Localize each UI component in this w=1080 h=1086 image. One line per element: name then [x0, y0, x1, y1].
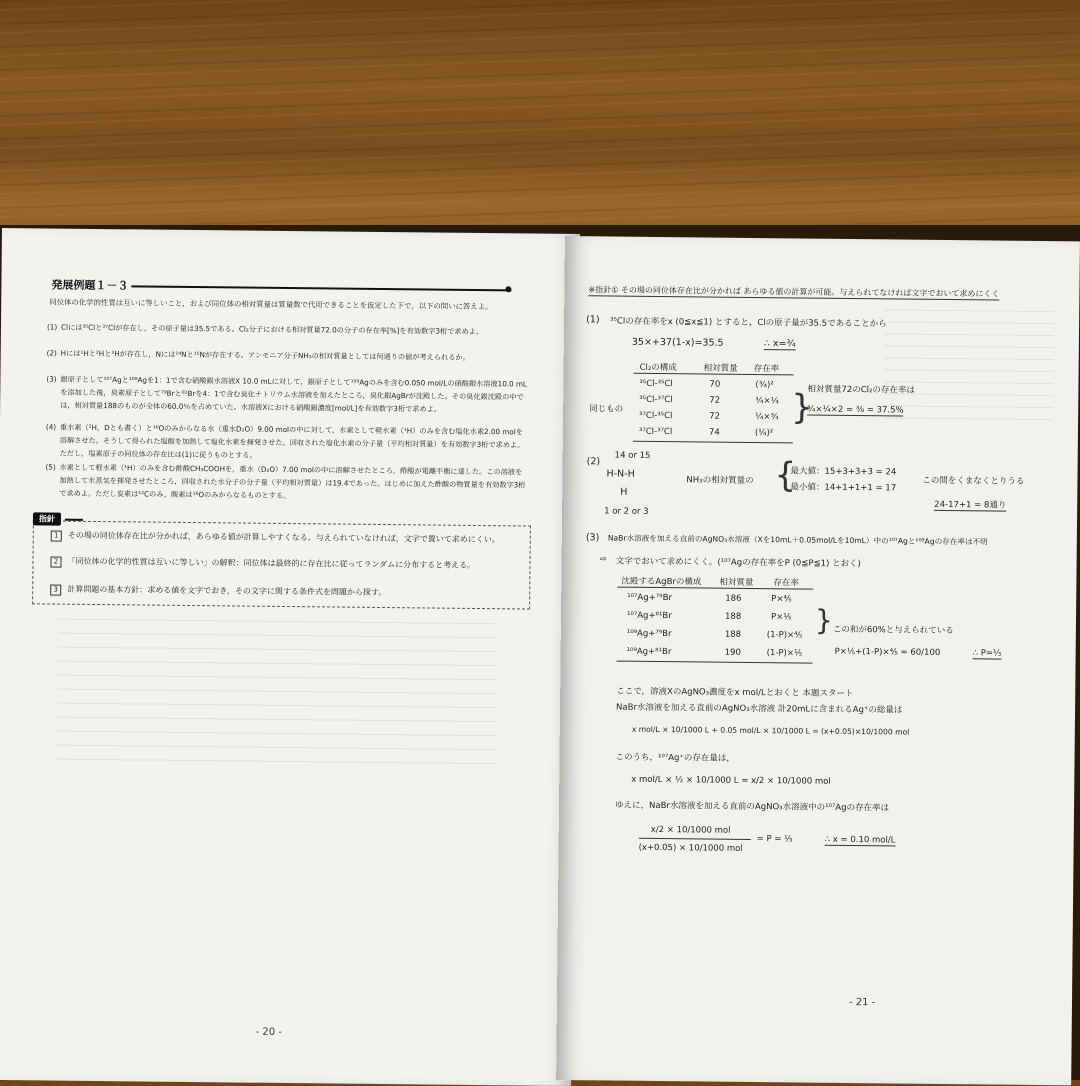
- table-cell: ³⁵Cl-³⁷Cl: [639, 394, 673, 406]
- question-text: Hには¹Hと²Hと³Hが存在し，Nには¹⁴Nと¹⁵Nが存在する。アンモニア分子NH₃の相対質量としては何通りの値が考えられるか。: [60, 348, 470, 362]
- part-3-final-answer: ∴ x = 0.10 mol/L: [824, 834, 896, 846]
- table-cell: ¾×¼: [755, 396, 779, 407]
- part-1-answer: ∴ x=¾: [763, 338, 796, 350]
- page-number: - 20 -: [255, 1026, 282, 1038]
- table-cell: 70: [709, 379, 721, 390]
- table-header: 存在率: [773, 578, 799, 589]
- part-3-note: この和が60%と与えられている: [832, 624, 954, 637]
- table-cell: (¼)²: [754, 428, 774, 439]
- brace-icon: {: [774, 455, 797, 496]
- question-1: [47, 320, 529, 338]
- hint-number: 3: [50, 585, 61, 596]
- wood-grain: [0, 0, 1080, 240]
- arrow-icon: ⇨: [599, 554, 607, 565]
- table-rule: [633, 441, 793, 444]
- bleed-through-texture: [56, 619, 498, 774]
- fraction-denominator: (x+0.05) × 10/1000 mol: [638, 842, 743, 854]
- handwritten-header: ※指針① その場の同位体存在比が分かれば あらゆる値の計算が可能。与えられてなければ文字でおいて求めにくく: [588, 285, 1000, 299]
- part-3-line: NaBr水溶液を加える直前のAgNO₃水溶液 計20mLに含まれるAg⁺の総量は: [616, 702, 903, 716]
- table-cell: ¹⁰⁹Ag+⁷⁹Br: [626, 628, 672, 640]
- table-cell: ³⁵Cl-³⁵Cl: [639, 378, 673, 390]
- table-cell: (1-P)×⅘: [766, 630, 803, 641]
- part-1-line: ³⁵Clの存在率をx (0≦x≦1) とすると，Clの原子量が35.5であることから: [610, 316, 887, 330]
- question-2: [47, 346, 529, 364]
- right-page: [556, 236, 1080, 1085]
- hint-number: 1: [51, 531, 62, 542]
- table-header: 相対質量: [719, 577, 754, 588]
- part-2-text: NH₃の相対質量の: [686, 475, 754, 486]
- problem-intro: 同位体の化学的性質は互いに等しいこと，および同位体の相対質量は質量数で代用できることを仮定した下で，以下の問いに答えよ。: [49, 297, 493, 312]
- table-cell: ¹⁰⁷Ag+⁸¹Br: [626, 610, 672, 622]
- table-cell: 188: [724, 629, 742, 640]
- question-number: (4): [45, 422, 57, 432]
- table-cell: ³⁷Cl-³⁵Cl: [639, 410, 673, 422]
- table-cell: 186: [725, 593, 742, 604]
- table-cell: ¼×¾: [755, 412, 779, 423]
- question-text: 重水素（²H，Dとも書く）と¹⁶Oのみからなる水（重水D₂O）9.00 molの中に対して，水素として軽水素（¹H）のみを含む塩化水素2.00 molを溶解させた。そうして得られた塩酸を加熱して塩化水素を揮発させた。回収された塩化水素の分子量（平均相対質量）を有効数字3桁で求めよ。ただし，塩素原子の同位体の存在比は(1)に従うものとする。: [59, 422, 525, 461]
- question-text: 銀原子として¹⁰⁷Agと¹⁰⁹Agを1：1で含む硝酸銀水溶液X 10.0 mLに対して，銀原子として¹⁰⁹Agのみを含む0.050 mol/Lの硝酸銀水溶液10.0 mLを添加した後，臭素原子として⁷⁹Brと⁸¹Brを4：1で含む臭化ナトリウム水溶液を加えたところ，臭化銀AgBrが沈殿した。その臭化銀沈殿の中では，相対質量188のものが全体の60.0％を占めていた。水溶液Xにおける硝酸銀濃度[mol/L]を有効数字3桁で求めよ。: [60, 374, 527, 415]
- table-cell: (¾)²: [755, 380, 774, 391]
- hint-label: 指針: [33, 512, 61, 525]
- title-rule-dot: [505, 286, 511, 292]
- part-3-equation: P×⅕+(1-P)×⅘ = 60/100: [834, 646, 941, 658]
- question-5: [45, 460, 527, 505]
- part-3-label: (3): [585, 532, 600, 544]
- table-header: 相対質量: [703, 363, 738, 374]
- hint-number: 2: [50, 557, 61, 568]
- part-3-line: ゆえに，NaBr水溶液を加える直前のAgNO₃水溶液中の¹⁰⁷Agの存在率は: [614, 800, 890, 814]
- table-header: 沈殿するAgBrの構成: [621, 576, 702, 588]
- hint-arrow-icon: [65, 519, 83, 521]
- part-2-note: この間をくまなくとりうる: [922, 475, 1025, 487]
- part-1-result: ¾×¼×2 = ⅜ = 37.5%: [807, 404, 904, 416]
- table-cell: 72: [709, 411, 720, 422]
- ammonia-structure-h: H: [620, 486, 628, 498]
- table-cell: 72: [709, 395, 721, 406]
- hint-text: その場の同位体存在比が分かれば，あらゆる値が計算しやすくなる。与えられていなければ，文字で置いて求めにくい。: [67, 530, 500, 545]
- hint-text: 計算問題の基本方針：求める値を文字でおき，その文字に関する条件式を問題から探す。: [67, 584, 387, 598]
- brace-icon: }: [791, 387, 814, 428]
- title-rule: [131, 285, 511, 291]
- part-3-answer: ∴ P=⅓: [972, 648, 1002, 659]
- question-4: [46, 420, 528, 465]
- part-3-equation: x mol/L × ½ × 10/1000 L = x/2 × 10/1000 mol: [631, 774, 831, 787]
- question-number: (2): [46, 348, 57, 358]
- left-page: [0, 228, 580, 1086]
- table-header: Cl₂の構成: [639, 362, 677, 374]
- table-cell: P×⅘: [771, 594, 792, 605]
- part-3-equation: = P = ⅓: [756, 834, 793, 845]
- bleed-through-texture: [883, 309, 1054, 431]
- example-title-bar: [51, 277, 511, 298]
- part-1-note: 相対質量72のCl₂の存在率は: [807, 384, 915, 396]
- part-3-line: このうち，¹⁰⁷Ag⁺の存在量は，: [615, 752, 736, 764]
- part-3-line: 文字でおいて求めにくく。(¹⁰⁷Agの存在率をP (0≦P≦1) とおく): [615, 556, 861, 570]
- page-number: - 21 -: [848, 997, 876, 1009]
- table-cell: 188: [724, 611, 742, 622]
- table-cell: ¹⁰⁷Ag+⁷⁹Br: [627, 592, 672, 604]
- part-2-result: 24-17+1 = 8通り: [934, 499, 1007, 511]
- nitrogen-mass-note: 14 or 15: [614, 450, 651, 461]
- table-cell: (1-P)×⅕: [766, 648, 803, 659]
- part-3-line: ここで，溶液XのAgNO₃濃度をx mol/Lとおくと 本題スタート: [616, 686, 854, 700]
- part-3-equation: x mol/L × 10/1000 L + 0.05 mol/L × 10/1000 L = (x+0.05)×10/1000 mol: [631, 724, 910, 737]
- part-2-max: 最大値：15+3+3+3 = 24: [790, 466, 897, 478]
- table-cell: ³⁷Cl-³⁷Cl: [638, 426, 673, 438]
- hydrogen-mass-note: 1 or 2 or 3: [604, 506, 649, 517]
- table-header: 存在率: [753, 363, 780, 375]
- fraction-bar: [639, 838, 751, 840]
- part-3-line: NaBr水溶液を加える直前のAgNO₃水溶液（Xを10mL＋0.05mol/Lを10mL）中の¹⁰⁷Agと¹⁰⁹Agの存在率は不明: [607, 533, 988, 547]
- same-label: 同じもの: [589, 404, 624, 415]
- table-cell: 190: [724, 647, 741, 658]
- hint-text: 「同位体の化学的性質は互いに等しい」の解釈：同位体は最終的に存在比に従ってランダムに分布すると考える。: [67, 556, 476, 570]
- table-rule: [617, 661, 813, 664]
- table-cell: 74: [708, 427, 720, 438]
- table-cell: ¹⁰⁹Ag+⁸¹Br: [626, 646, 672, 658]
- question-text: Clには³⁵Clと³⁷Clが存在し，その原子量は35.5である。Cl₂分子における相対質量72.0の分子の存在率[%]を有効数字3桁で求めよ。: [60, 322, 484, 337]
- question-number: (1): [46, 322, 58, 332]
- part-2-label: (2): [586, 456, 601, 468]
- brace-icon: }: [814, 603, 833, 637]
- question-number: (5): [45, 462, 56, 472]
- part-1-label: (1): [586, 314, 600, 326]
- ammonia-structure: H-N-H: [606, 468, 635, 480]
- question-3: [46, 372, 528, 417]
- question-text: 水素として軽水素（¹H）のみを含む酢酸CH₃COOHを，重水（D₂O）7.00 molの中に溶解させたところ，酢酸が電離平衡に達した。この溶液を加熱して水蒸気を揮発させたところ，回収された水分子の分子量（平均相対質量）は19.4であった。はじめに加えた酢酸の物質量を有効数字3桁で求めよ。ただし炭素は¹²Cのみ，酸素は¹⁶Oのみからなるものとする。: [59, 462, 526, 501]
- fraction-numerator: x/2 × 10/1000 mol: [650, 824, 731, 836]
- table-cell: P×⅕: [770, 612, 792, 623]
- part-1-equation: 35×+37(1-x)=35.5: [631, 336, 724, 349]
- part-2-min: 最小値：14+1+1+1 = 17: [790, 482, 897, 494]
- question-number: (3): [46, 374, 57, 384]
- example-title: 発展例題１－３: [51, 278, 129, 293]
